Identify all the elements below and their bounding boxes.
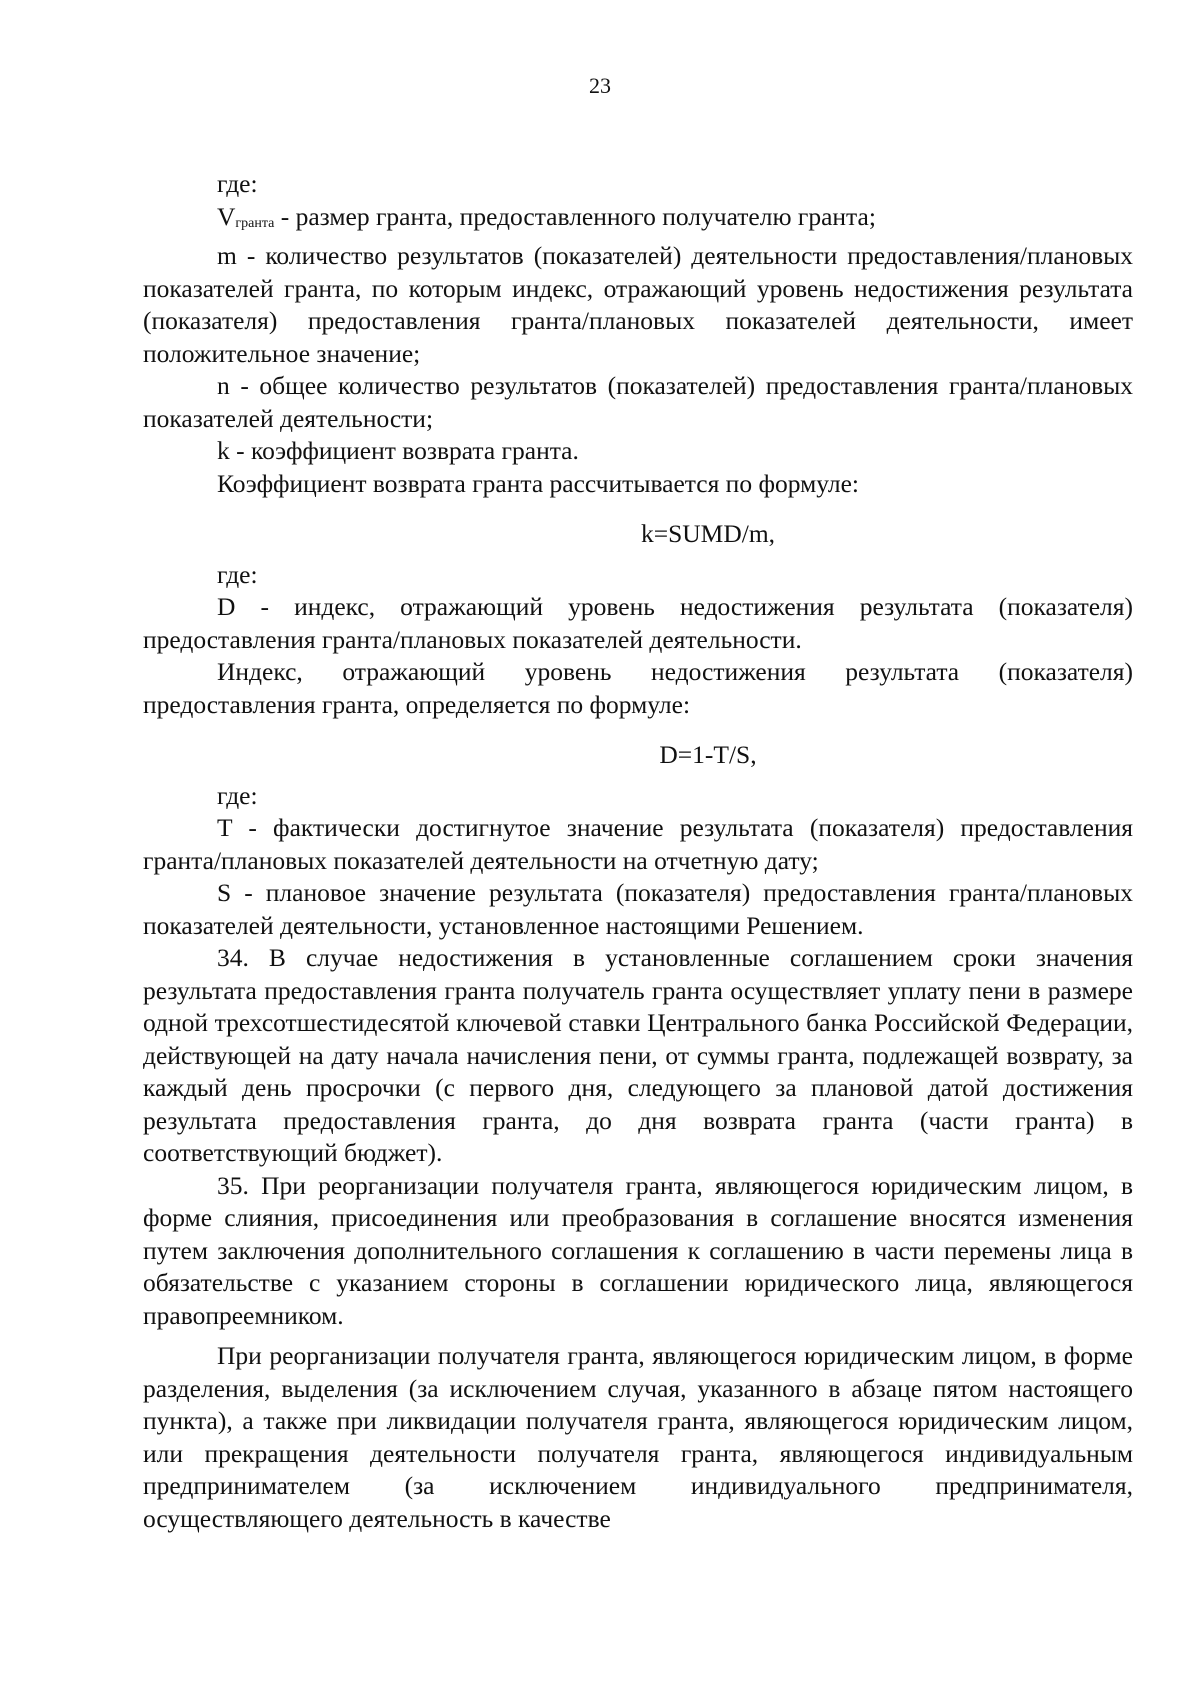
formula-k: k=SUMD/m, — [640, 519, 776, 548]
formula-d: D=1-T/S, — [659, 740, 757, 769]
variable-v: V — [217, 201, 236, 231]
definition-n: n - общее количество результатов (показателей) предоставления гранта/плановых показателей деятельности; — [143, 371, 1133, 433]
document-body — [143, 168, 1133, 1535]
variable-v-subscript: гранта — [235, 215, 275, 231]
clause-35-paragraph-2: При реорганизации получателя гранта, являющегося юридическим лицом, в форме разделения, выделения (за исключением случая, указанного в абзаце пятом настоящего пункта), а также при ликвидации получателя гранта, являющегося юридическим лицом, или прекращения деятельности получателя гранта, являющегося индивидуальным предпринимателем (за исключением индивидуального предпринимателя, осуществляющего деятельность в качестве — [143, 1341, 1133, 1533]
definition-v-text: - размер гранта, предоставленного получателю гранта; — [274, 201, 876, 231]
index-intro: Индекс, отражающий уровень недостижения результата (показателя) предоставления гранта, определяется по формуле: — [143, 657, 1133, 719]
definition-m: m - количество результатов (показателей) деятельности предоставления/плановых показателей гранта, по которым индекс, отражающий уровень недостижения результата (показателя) предоставления гранта/плановых показателей деятельности, имеет положительное значение; — [143, 241, 1133, 368]
definition-k: k - коэффициент возврата гранта. — [217, 436, 579, 465]
clause-34: 34. В случае недостижения в установленные соглашением сроки значения результата предоставления гранта получатель гранта осуществляет уплату пени в размере одной трехсотшестидесятой ключевой ставки Центрального банка Российской Федерации, действующей на дату начала начисления пени, от суммы гранта, подлежащей возврату, за каждый день просрочки (с первого дня, следующего за плановой датой достижения результата предоставления гранта, до дня возврата гранта (части гранта) в соответствующий бюджет). — [143, 943, 1133, 1167]
definition-t: T - фактически достигнутое значение результата (показателя) предоставления гранта/плановых показателей деятельности на отчетную дату; — [143, 813, 1133, 875]
where-label-1: где: — [217, 169, 258, 198]
definition-s: S - плановое значение результата (показателя) предоставления гранта/плановых показателей деятельности, установленное настоящими Решением. — [143, 878, 1133, 940]
clause-35: 35. При реорганизации получателя гранта, являющегося юридическим лицом, в форме слияния, присоединения или преобразования в соглашение вносятся изменения путем заключения дополнительного соглашения к соглашению в части перемены лица в обязательстве с указанием стороны в соглашении юридического лица, являющегося правопреемником. — [143, 1170, 1133, 1330]
coefficient-intro: Коэффициент возврата гранта рассчитывается по формуле: — [217, 468, 859, 498]
where-label-2: где: — [217, 559, 258, 589]
definition-d: D - индекс, отражающий уровень недостижения результата (показателя) предоставления гранта/плановых показателей деятельности. — [143, 592, 1133, 654]
page-number: 23 — [589, 73, 611, 98]
where-label-3: где: — [217, 780, 258, 810]
definition-v-grant — [143, 201, 1133, 241]
